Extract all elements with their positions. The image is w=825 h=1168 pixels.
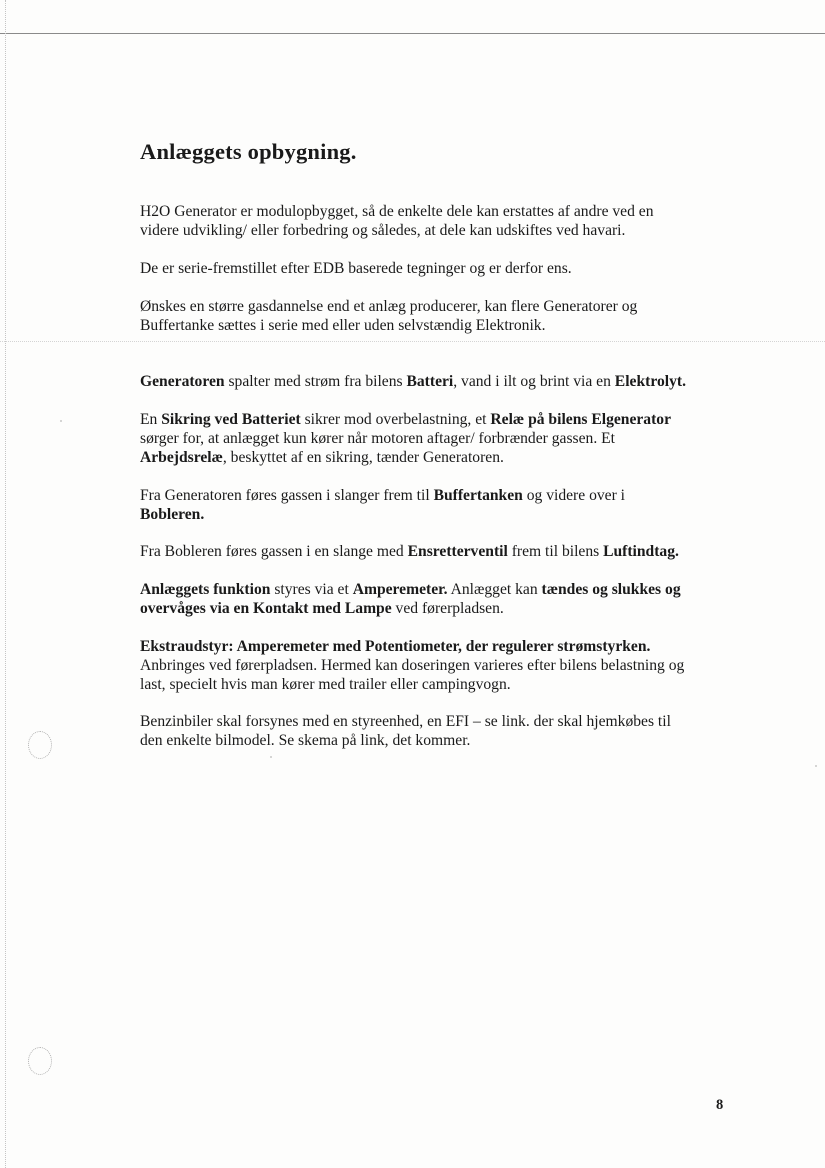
intro-paragraph-2: De er serie-fremstillet efter EDB baserede tegninger og er derfor ens. xyxy=(140,260,572,277)
bobler-paragraph: Fra Bobleren føres gassen i en slange med Ensretterventil frem til bilens Luftindtag. xyxy=(140,543,679,560)
benzinbiler-paragraph: Benzinbiler skal forsynes med en styreenhed, en EFI – se link. der skal hjemkøbes til den enkelte bilmodel. Se skema på link, det kommer. xyxy=(140,713,671,749)
buffertank-paragraph: Fra Generatoren føres gassen i slanger frem til Buffertanken og videre over i Bobleren. xyxy=(140,487,626,523)
left-binding-edge xyxy=(5,0,6,1168)
top-scan-line xyxy=(0,33,825,34)
page-number: 8 xyxy=(716,1097,724,1113)
intro-paragraph-3: Ønskes en større gasdannelse end et anlæg producerer, kan flere Generatorer og Buffertanke sættes i serie med eller uden selvstændig Elektronik. xyxy=(140,298,638,334)
scan-speck xyxy=(815,765,817,767)
ekstraudstyr-paragraph: Ekstraudstyr: Amperemeter med Potentiometer, der regulerer strømstyrken. Anbringes ved førerpladsen. Hermed kan doseringen varieres efter bilens belastning og last, specielt hvis man kører med trailer eller campingvogn. xyxy=(140,638,685,693)
scan-speck xyxy=(60,420,62,422)
scan-speck xyxy=(270,756,272,758)
intro-paragraph-1: H2O Generator er modulopbygget, så de enkelte dele kan erstattes af andre ved en videre udvikling/ eller forbedring og således, at dele kan udskiftes ved havari. xyxy=(140,203,654,239)
middle-fold-line xyxy=(0,341,825,342)
sikring-paragraph: En Sikring ved Batteriet sikrer mod overbelastning, et Relæ på bilens Elgenerator sørger for, at anlægget kun kører når motoren aftager/ forbrænder gassen. Et Arbejdsrelæ, beskyttet af en sikring, tænder Generatoren. xyxy=(140,411,672,466)
funktion-paragraph: Anlæggets funktion styres via et Amperemeter. Anlægget kan tændes og slukkes og overvåges via en Kontakt med Lampe ved førerpladsen. xyxy=(140,581,681,617)
punch-hole-upper xyxy=(28,731,52,759)
punch-hole-lower xyxy=(28,1047,52,1075)
page-title: Anlæggets opbygning. xyxy=(140,139,357,164)
generatoren-paragraph: Generatoren spalter med strøm fra bilens Batteri, vand i ilt og brint via en Elektrolyt. xyxy=(140,373,686,390)
